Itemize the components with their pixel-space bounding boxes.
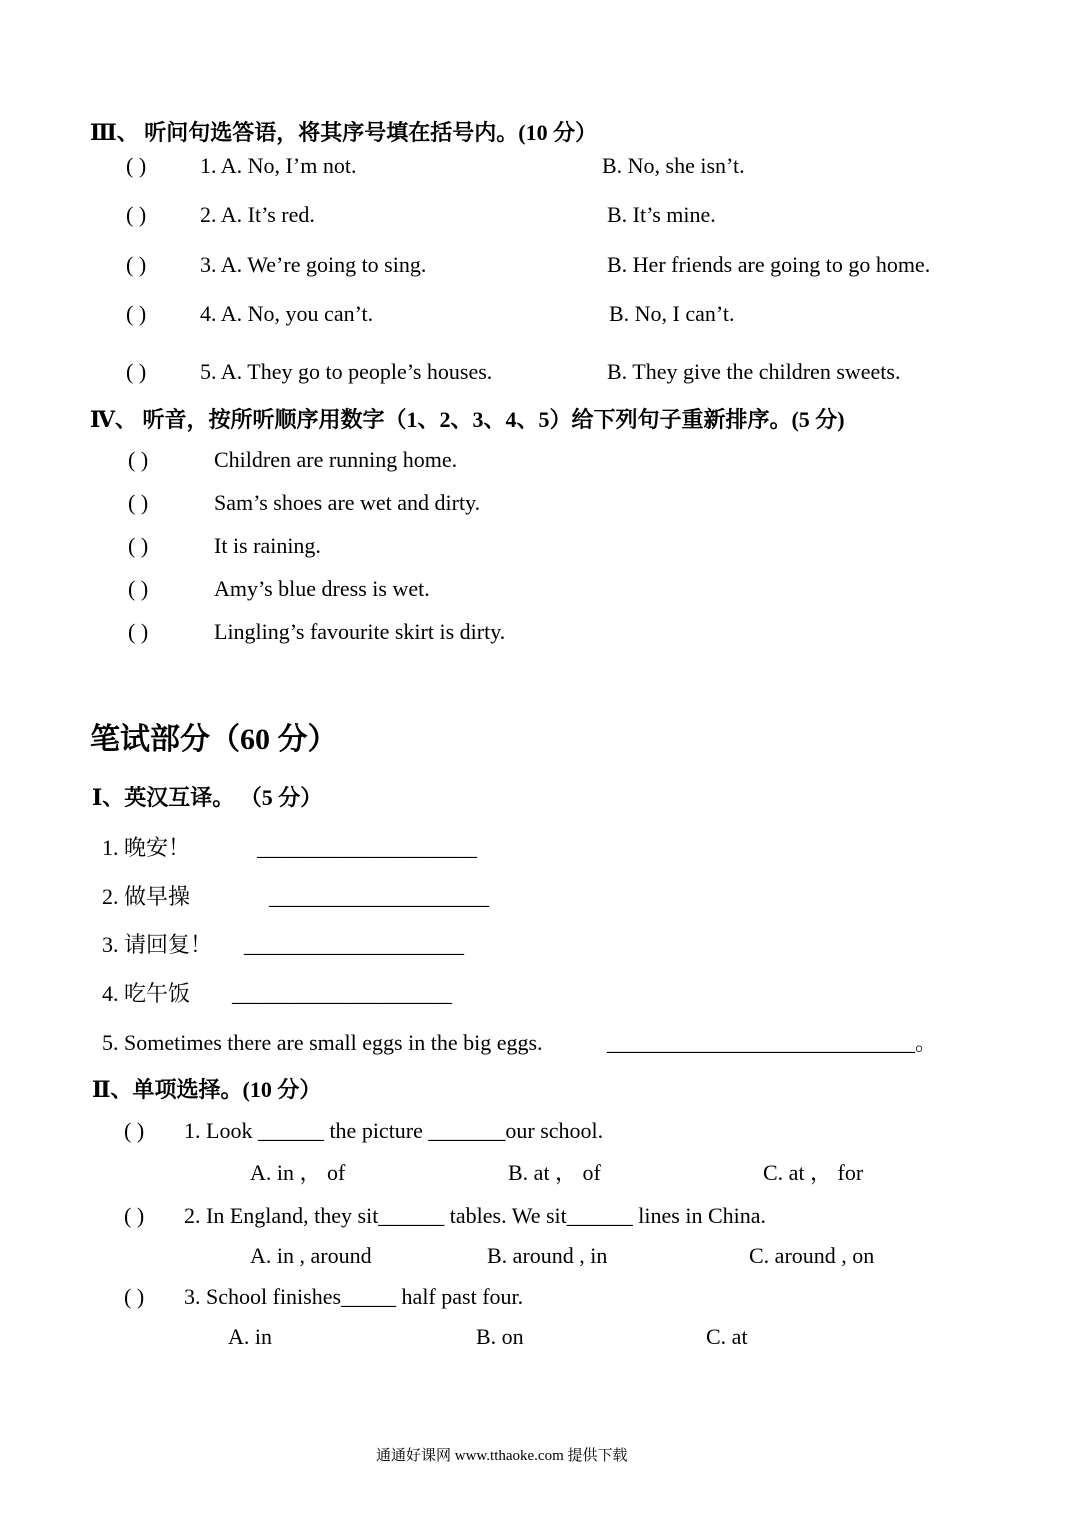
answer-blank: ____________________ bbox=[244, 932, 464, 957]
section4-heading: Ⅳ、 听音，按所听顺序用数字（1、2、3、4、5）给下列句子重新排序。(5 分) bbox=[90, 407, 845, 432]
sentence-text: Children are running home. bbox=[214, 447, 458, 472]
answer-bracket: ( ) bbox=[124, 1203, 145, 1228]
answer-bracket: ( ) bbox=[124, 1284, 145, 1309]
order-bracket: ( ) bbox=[128, 533, 149, 558]
option-a: 1. A. No, I’m not. bbox=[200, 153, 357, 178]
order-bracket: ( ) bbox=[128, 490, 149, 515]
translate-item: 4. 吃午饭 bbox=[102, 981, 191, 1006]
choice-b: B. around , in bbox=[487, 1243, 608, 1268]
choice-a: A. in , around bbox=[250, 1243, 372, 1268]
order-bracket: ( ) bbox=[128, 447, 149, 472]
sentence-text: It is raining. bbox=[214, 533, 321, 558]
answer-bracket: ( ) bbox=[126, 153, 147, 178]
option-a: 3. A. We’re going to sing. bbox=[200, 252, 427, 277]
choice-c: C. at ， for bbox=[763, 1160, 864, 1185]
translate-item: 2. 做早操 bbox=[102, 884, 191, 909]
option-b: B. They give the children sweets. bbox=[607, 359, 901, 384]
option-a: 4. A. No, you can’t. bbox=[200, 301, 374, 326]
choice-b: B. at ， of bbox=[508, 1160, 601, 1185]
choice-a: A. in ， of bbox=[250, 1160, 346, 1185]
answer-blank: ____________________ bbox=[257, 835, 477, 860]
choice-c: C. around , on bbox=[749, 1243, 875, 1268]
answer-bracket: ( ) bbox=[126, 359, 147, 384]
section3-heading: Ⅲ、 听问句选答语，将其序号填在括号内。(10 分） bbox=[90, 120, 598, 145]
option-b: B. No, I can’t. bbox=[609, 301, 735, 326]
part2-heading: Ⅱ、单项选择。(10 分） bbox=[92, 1077, 322, 1102]
order-bracket: ( ) bbox=[128, 619, 149, 644]
answer-blank: ____________________ bbox=[232, 981, 452, 1006]
choice-c: C. at bbox=[706, 1324, 748, 1349]
footer-credit: 通通好课网 www.tthaoke.com 提供下载 bbox=[376, 1448, 628, 1464]
part1-heading: Ⅰ、英汉互译。 （5 分） bbox=[92, 785, 323, 810]
answer-blank: ____________________ bbox=[269, 884, 489, 909]
option-b: B. No, she isn’t. bbox=[602, 153, 745, 178]
question-text: 3. School finishes_____ half past four. bbox=[184, 1284, 524, 1309]
sentence-text: Amy’s blue dress is wet. bbox=[214, 576, 430, 601]
translate-item: 5. Sometimes there are small eggs in the big eggs. bbox=[102, 1030, 543, 1055]
translate-item: 3. 请回复！ bbox=[102, 932, 213, 957]
choice-a: A. in bbox=[228, 1324, 272, 1349]
translate-item: 1. 晚安！ bbox=[102, 835, 191, 860]
sentence-text: Sam’s shoes are wet and dirty. bbox=[214, 490, 481, 515]
option-b: B. It’s mine. bbox=[607, 202, 716, 227]
answer-bracket: ( ) bbox=[126, 301, 147, 326]
sentence-text: Lingling’s favourite skirt is dirty. bbox=[214, 619, 506, 644]
question-text: 2. In England, they sit______ tables. We sit______ lines in China. bbox=[184, 1203, 766, 1228]
option-a: 2. A. It’s red. bbox=[200, 202, 315, 227]
option-b: B. Her friends are going to go home. bbox=[607, 252, 931, 277]
answer-bracket: ( ) bbox=[124, 1118, 145, 1143]
choice-b: B. on bbox=[476, 1324, 524, 1349]
written-part-title: 笔试部分（60 分） bbox=[90, 723, 338, 756]
option-a: 5. A. They go to people’s houses. bbox=[200, 359, 493, 384]
answer-blank: ____________________________。 bbox=[607, 1030, 938, 1055]
order-bracket: ( ) bbox=[128, 576, 149, 601]
question-text: 1. Look ______ the picture _______our school. bbox=[184, 1118, 604, 1143]
answer-bracket: ( ) bbox=[126, 202, 147, 227]
answer-bracket: ( ) bbox=[126, 252, 147, 277]
